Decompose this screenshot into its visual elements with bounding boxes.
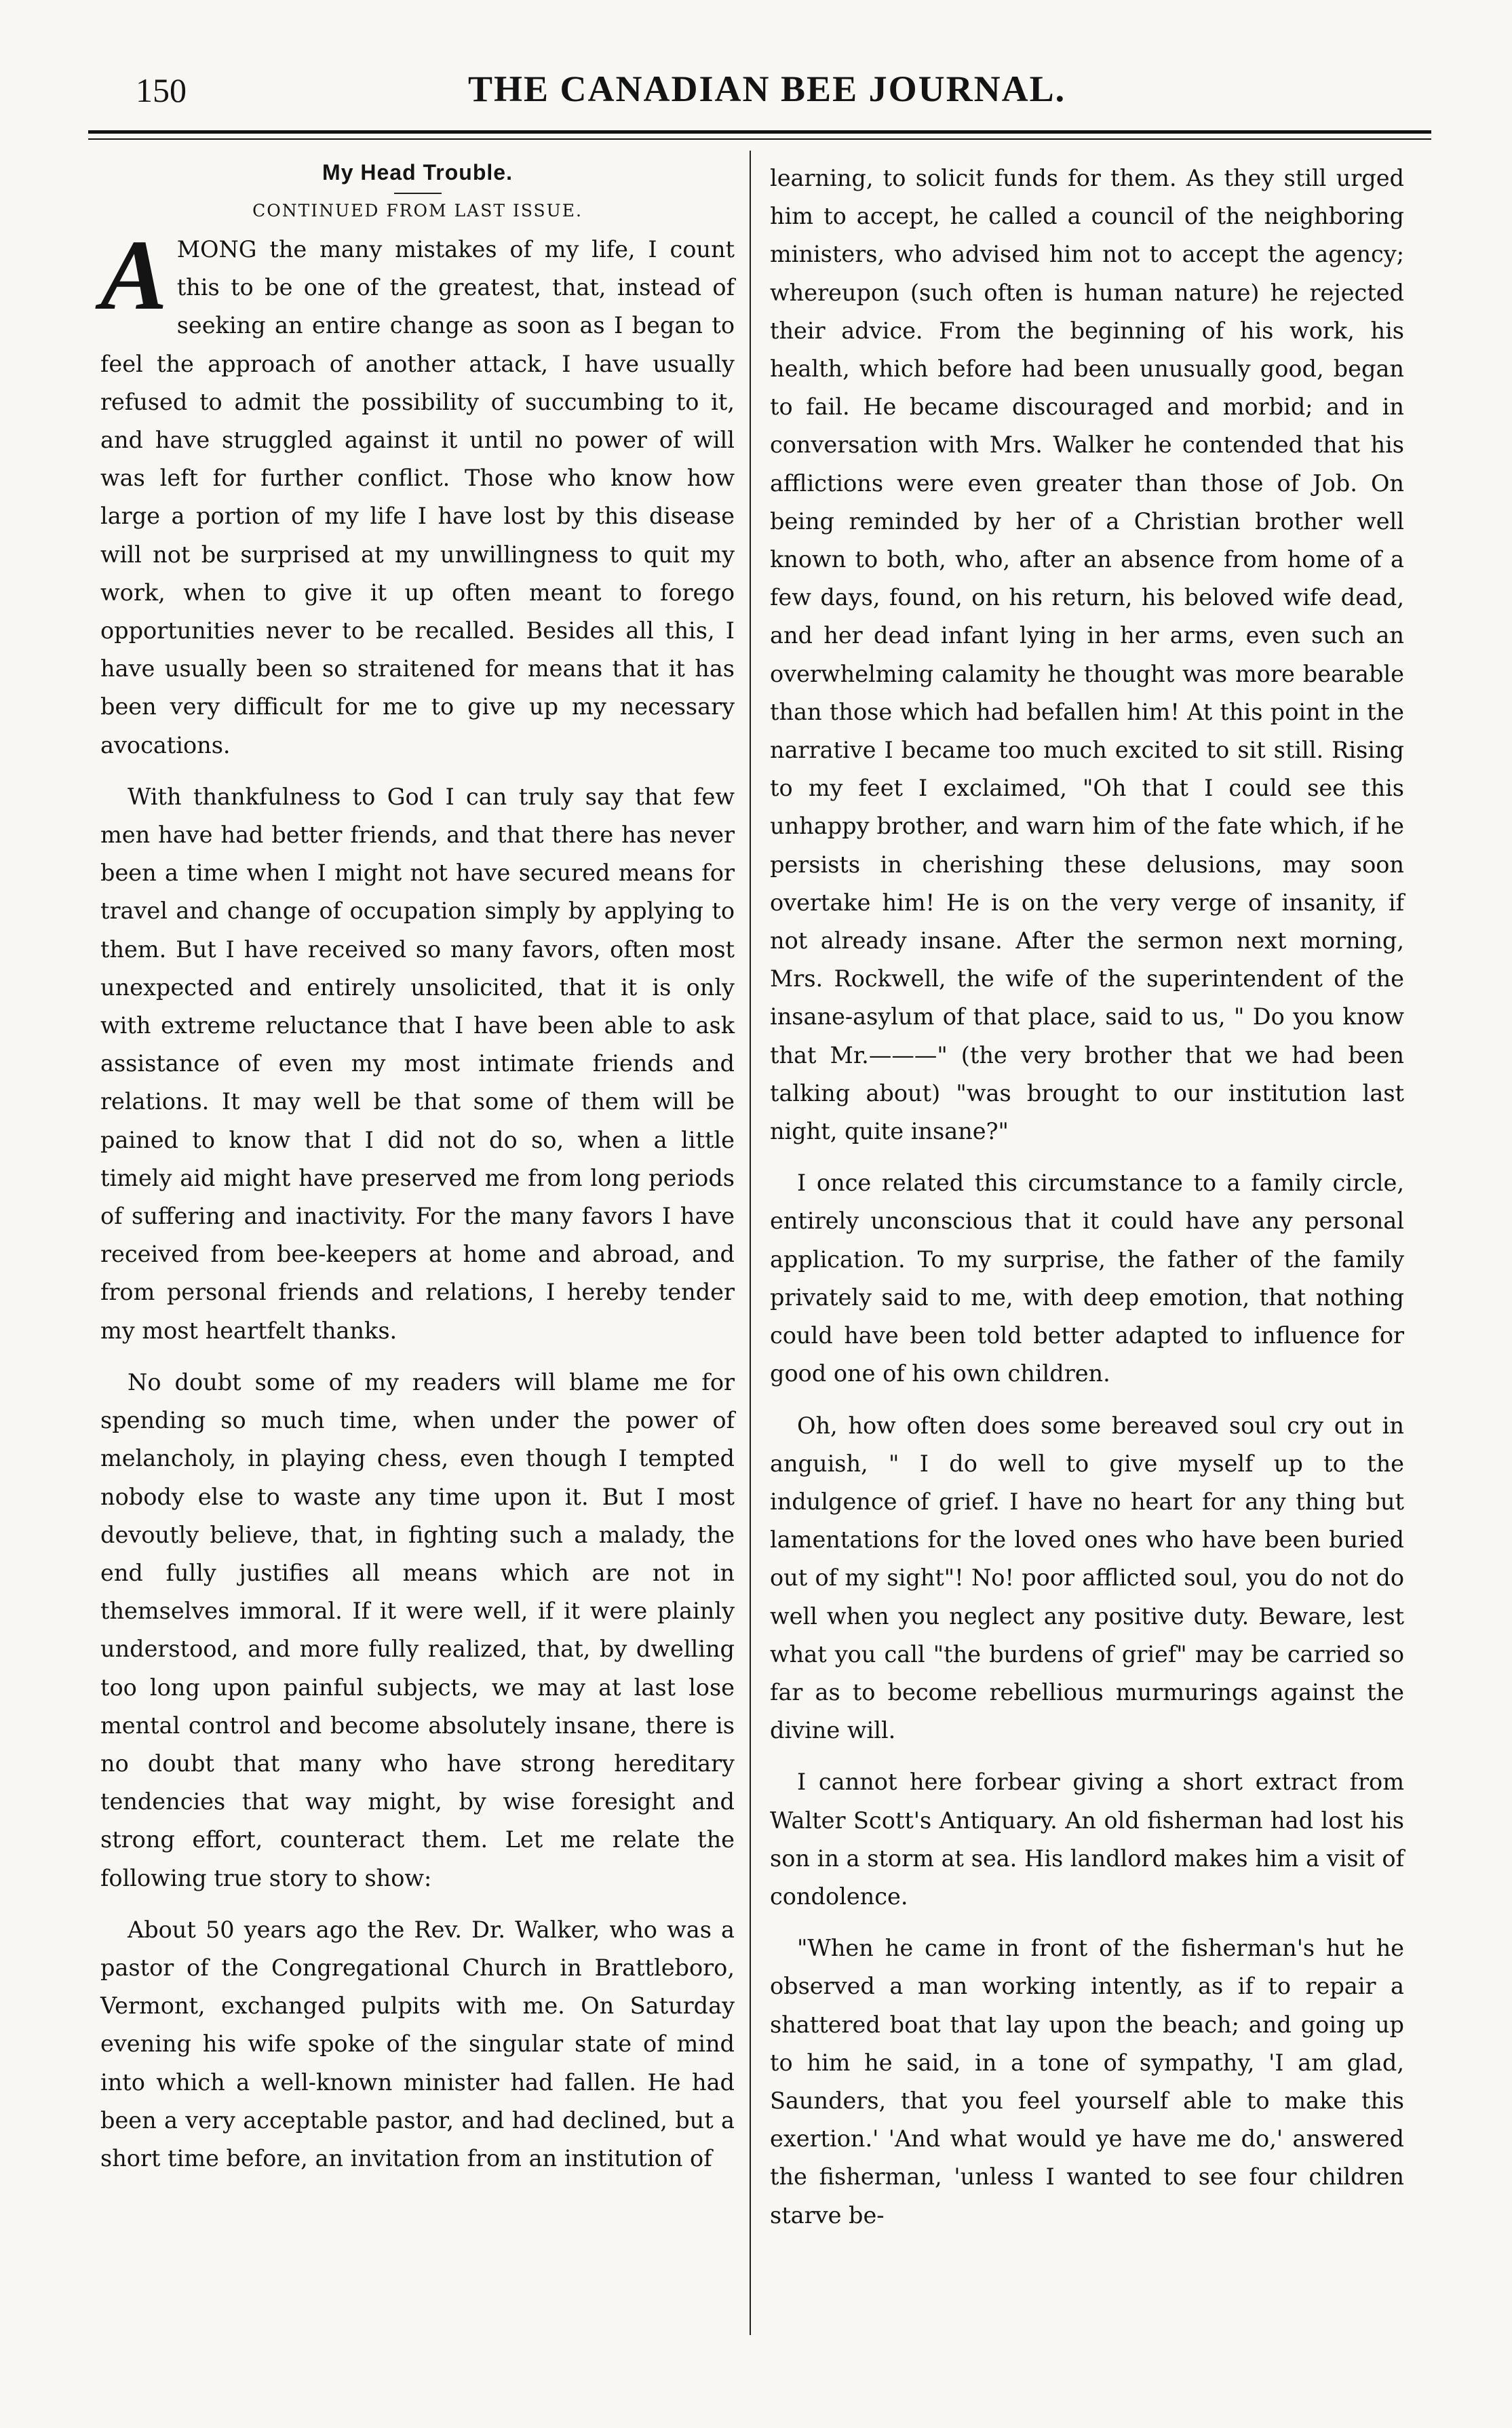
article-title: My Head Trouble.	[322, 160, 513, 185]
paragraph: With thankfulness to God I can truly say that few men have had better friends, and that there has never been a time when I might not have secured means for travel and change of occupation simply by applying to them. But I have received so many favors, often most unexpected and entirely unsolicited, that it is only with extreme reluctance that I have been able to ask assistance of even my most intimate friends and relations. It may well be that some of them will be pained to know that I did not do so, when a little timely aid might have preserved me from long periods of suffering and inactivity. For the many favors I have received from bee-keepers at home and abroad, and from personal friends and relations, I hereby tender my most heartfelt thanks.	[100, 783, 735, 1344]
paragraph: "When he came in front of the fisherman's hut he observed a man working intently, as if to repair a shattered boat that lay upon the beach; and going up to him he said, in a tone of sympathy, 'I am glad, Saunders, that you feel yourself able to make this exertion.' 'And what would ye have me do,' answered the fisherman, 'unless I wanted to see four children starve be-	[770, 1935, 1404, 2229]
paragraph: I cannot here forbear giving a short extract from Walter Scott's Antiquary. An old fisherman had lost his son in a storm at sea. His landlord makes him a visit of condolence.	[770, 1769, 1404, 1910]
page-number: 150	[136, 71, 187, 109]
paragraph	[100, 220, 735, 765]
paragraph-text: MONG the many mistakes of my life, I count this to be one of the greatest, that, instead of seeking an entire change as soon as I began to feel the approach of another attack, I have usually refused to admit the possibility of succumbing to it, and have struggled against it until no power of will was left for further conflict. Those who know how large a portion of my life I have lost by this disease will not be surprised at my unwillingness to quit my work, when to give it up often meant to forego opportunities never to be recalled. Besides all this, I have usually been so straitened for means that it has been very difficult for me to give up my necessary avocations.	[100, 236, 735, 758]
right-column	[770, 159, 1404, 2248]
header-rule-thin	[88, 138, 1431, 140]
journal-title: THE CANADIAN BEE JOURNAL.	[468, 69, 1066, 109]
paragraph: About 50 years ago the Rev. Dr. Walker, who was a pastor of the Congregational Church in Brattleboro, Vermont, exchanged pulpits with me. On Saturday evening his wife spoke of the singular state of mind into which a well-known minister had fallen. He had been a very acceptable pastor, and had declined, but a short time before, an invitation from an institution of	[100, 1916, 735, 2172]
left-column	[100, 156, 735, 2191]
title-rule	[394, 193, 442, 194]
header-rule-thick	[88, 130, 1431, 134]
page-header	[88, 68, 1431, 122]
column-divider	[750, 151, 751, 2335]
drop-cap: A	[100, 220, 168, 331]
paragraph: I once related this circumstance to a family circle, entirely unconscious that it could have any personal application. To my surprise, the father of the family privately said to me, with deep emotion, that nothing could have been told better adapted to influence for good one of his own children.	[770, 1170, 1404, 1387]
paragraph: learning, to solicit funds for them. As they still urged him to accept, he called a council of the neighboring ministers, who advised him not to accept the agency; whereupon (such often is human nature) he rejected their advice. From the beginning of his work, his health, which before had been unusually good, began to fail. He became discouraged and morbid; and in conversation with Mrs. Walker he contended that his afflictions were even greater than those of Job. On being reminded by her of a Christian brother well known to both, who, after an absence from home of a few days, found, on his return, his beloved wife dead, and her dead infant lying in her arms, even such an overwhelming calamity he thought was more bearable than those which had befallen him! At this point in the narrative I became too much excited to sit still. Rising to my feet I exclaimed, "Oh that I could see this unhappy brother, and warn him of the fate which, if he persists in cherishing these delusions, may soon overtake him! He is on the very verge of insanity, if not already insane. After the sermon next morning, Mrs. Rockwell, the wife of the superintendent of the insane-asylum of that place, said to us, " Do you know that Mr.———" (the very brother that we had been talking about) "was brought to our institution last night, quite insane?"	[770, 165, 1404, 1145]
paragraph: Oh, how often does some bereaved soul cry out in anguish, " I do well to give myself up to the indulgence of grief. I have no heart for any thing but lamentations for the loved ones who have been buried out of my sight"! No! poor afflicted soul, you do not do well when you neglect any positive duty. Beware, lest what you call "the burdens of grief" may be carried so far as to become rebellious murmurings against the divine will.	[770, 1412, 1404, 1744]
paragraph: No doubt some of my readers will blame me for spending so much time, when under the power of melancholy, in playing chess, even though I tempted nobody else to waste any time upon it. But I most devoutly believe, that, in fighting such a malady, the end fully justifies all means which are not in themselves immoral. If it were well, if it were plainly understood, and more fully realized, that, by dwelling too long upon painful subjects, we may at last lose mental control and become absolutely insane, there is no doubt that many who have strong hereditary tendencies that way might, by wise foresight and strong effort, counteract them. Let me relate the following true story to show:	[100, 1368, 735, 1891]
continued-note: CONTINUED FROM LAST ISSUE.	[252, 201, 583, 220]
